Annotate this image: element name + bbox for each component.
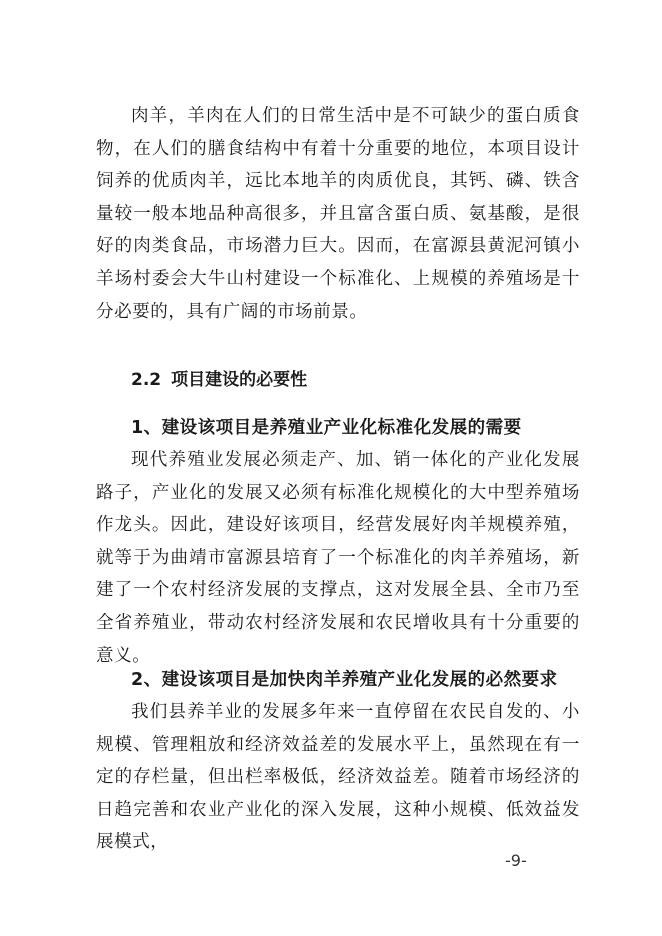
intro-paragraph: 肉羊，羊肉在人们的日常生活中是不可缺少的蛋白质食物，在人们的膳食结构中有着十分重要的地位，本项目设计饲养的优质肉羊，远比本地羊的肉质优良，其钙、磷、铁含量较一般本地品种高很多，并且富含蛋白质、氨基酸，是很好的肉类食品，市场潜力巨大。因而，在富源县黄泥河镇小羊场村委会大牛山村建设一个标准化、上规模的养殖场是十分必要的，具有广阔的市场前景。 (96, 106, 580, 322)
section-heading (131, 365, 307, 390)
section-number: 2.2 (131, 370, 162, 390)
subsection-1-heading: 1、建设该项目是养殖业产业化标准化发展的需要 (131, 418, 522, 438)
subsection-1-paragraph: 现代养殖业发展必须走产、加、销一体化的产业化发展路子，产业化的发展又必须有标准化规模化的大中型养殖场作龙头。因此，建设好该项目，经营发展好肉羊规模养殖，就等于为曲靖市富源县培育了一个标准化的肉羊养殖场，新建了一个农村经济发展的支撑点，这对发展全县、全市乃至全省养殖业，带动农村经济发展和农民增收具有十分重要的意义。 (96, 450, 580, 666)
subsection-2-heading: 2、建设该项目是加快肉羊养殖产业化发展的必然要求 (131, 670, 558, 690)
section-title: 项目建设的必要性 (171, 370, 308, 390)
page-number: -9- (505, 851, 527, 870)
subsection-2-paragraph: 我们县养羊业的发展多年来一直停留在农民自发的、小规模、管理粗放和经济效益差的发展水平上，虽然现在有一定的存栏量，但出栏率极低，经济效益差。随着市场经济的日趋完善和农业产业化的深入发展，这种小规模、低效益发展模式， (96, 702, 580, 853)
